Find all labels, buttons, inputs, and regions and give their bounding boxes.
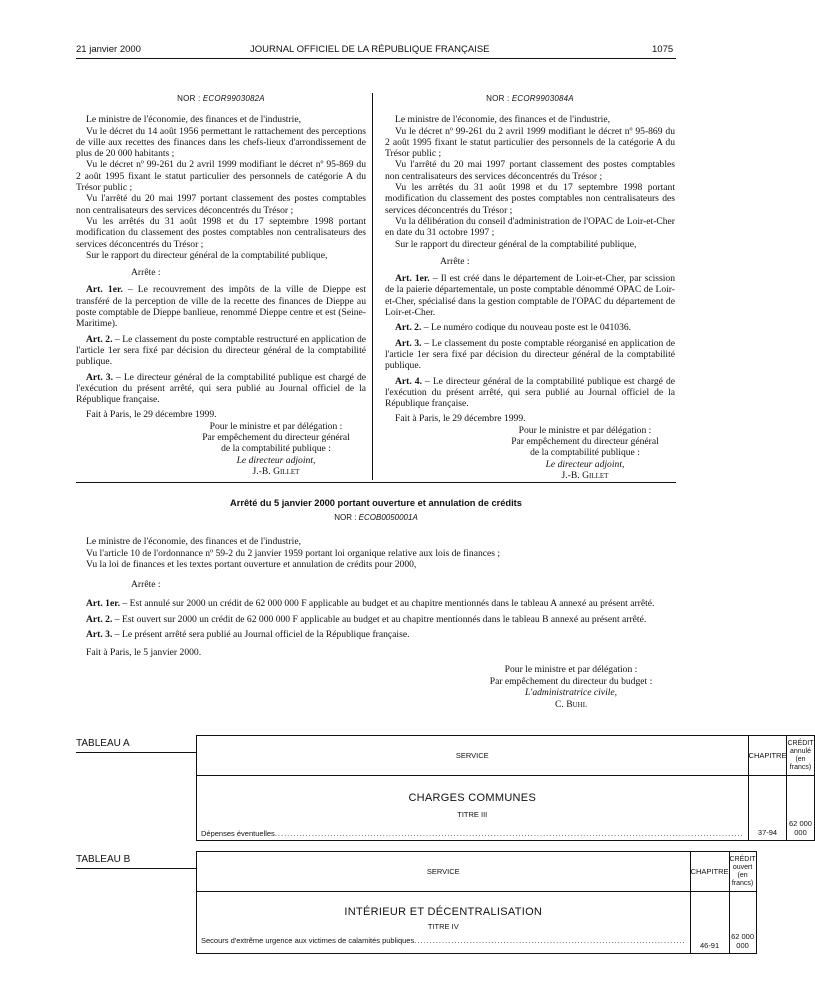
left-article	[76, 372, 366, 406]
left-para: Sur le rapport du directeur général de la comptabilité publique,	[86, 249, 328, 261]
article-label: Art. 1er.	[395, 273, 430, 285]
titre-label: TITRE IV	[427, 922, 459, 931]
section-separator	[76, 482, 676, 483]
article-text: – Est ouvert sur 2000 un crédit de 62 000 000 F applicable au budget et au chapitre mentionnés dans le tableau B annexé au présent arrêté.	[112, 613, 647, 625]
body-para: Vu l'article 10 de l'ordonnance nº 59-2 du 2 janvier 1959 portant loi organique relative aux lois de finances ;	[86, 547, 501, 559]
table-header-row	[197, 852, 757, 892]
sig-line: Par empêchement du directeur général	[202, 432, 350, 444]
right-para: Vu les arrêtés du 31 août 1998 et du 17 septembre 1998 portant modification du classement des postes comptables non centralisateurs des services déconcentrés du Trésor ;	[385, 182, 675, 216]
arrete-title: Arrêté du 5 janvier 2000 portant ouverture et annulation de crédits	[230, 498, 522, 508]
body-article	[76, 614, 676, 626]
table-row	[197, 776, 815, 841]
article-label: Art. 1er.	[86, 598, 121, 609]
article-text: – Le directeur général de la comptabilité publique est chargé de l'exécution du présent arrêté, qui sera publié au Journal officiel de la République française.	[385, 375, 675, 410]
table-row	[197, 892, 757, 954]
left-para: Vu le décret nº 99-261 du 2 avril 1999 modifiant le décret nº 95-869 du 2 août 1995 fixant le statut particulier des personnels de catégorie A du Trésor public ;	[76, 159, 366, 194]
sig-line: Pour le ministre et par délégation :	[209, 420, 343, 432]
article-label: Art. 2.	[395, 322, 422, 334]
leader-dots: ........................................................................................	[414, 936, 686, 945]
chapitre-cell: 37-94	[748, 776, 787, 841]
article-label: Art. 3.	[86, 371, 113, 383]
service-cell	[197, 776, 749, 841]
left-article	[76, 284, 366, 329]
right-article	[385, 338, 675, 372]
sig-line: Pour le ministre et par délégation :	[518, 424, 652, 436]
titre-label: TITRE III	[457, 810, 488, 819]
body-fait: Fait à Paris, le 5 janvier 2000.	[86, 646, 202, 658]
header-rule	[76, 58, 676, 59]
section-title: INTÉRIEUR ET DÉCENTRALISATION	[344, 906, 543, 918]
col-credit	[787, 736, 814, 776]
body-arrete: Arrête :	[131, 578, 161, 590]
right-arrete: Arrête :	[440, 255, 470, 267]
tableau-b-rule	[76, 868, 196, 869]
sig-line: Le directeur adjoint,	[236, 454, 316, 466]
right-para: Vu l'arrêté du 20 mai 1997 portant classement des postes comptables non centralisateurs des services déconcentrés du Trésor ;	[385, 159, 675, 182]
article-text: – Le classement du poste comptable restructuré en application de l'article 1er sera fixé par décision du directeur général de la comptabilité publique.	[76, 333, 367, 368]
col-service: SERVICE	[197, 852, 691, 892]
article-label: Art. 3.	[86, 629, 113, 640]
right-column	[385, 93, 675, 481]
col-credit	[729, 852, 756, 892]
page-number: 1075	[652, 44, 674, 55]
article-text: – Le présent arrêté sera publié au Journal officiel de la République française.	[112, 629, 410, 640]
left-nor-code: ECOR9903082A	[202, 94, 265, 103]
journal-title: JOURNAL OFFICIEL DE LA RÉPUBLIQUE FRANÇAISE	[250, 44, 490, 55]
article-text: – Le recouvrement des impôts de la ville de Dieppe est transféré de la perception de ville de la recette des finances de Dieppe au poste comptable de Dieppe banlieue, renommé Dieppe centre et est (Seine-Maritime).	[76, 284, 366, 330]
left-signature	[186, 421, 366, 477]
right-para: Le ministre de l'économie, des finances et de l'industrie,	[395, 114, 610, 126]
table-header-row	[197, 736, 815, 776]
right-signature	[495, 425, 675, 481]
body-article	[76, 629, 676, 641]
left-para: Vu le décret du 14 août 1956 permettant le rattachement des perceptions de ville aux recettes des finances dans les chefs-lieux d'arrondissement de plus de 20 000 habitants ;	[76, 125, 366, 160]
column-separator	[372, 93, 373, 480]
left-nor	[76, 93, 366, 104]
tableau-a-label: TABLEAU A	[76, 738, 130, 749]
left-para: Le ministre de l'économie, des finances et de l'industrie,	[86, 114, 301, 126]
row-label: Dépenses éventuelles	[201, 829, 275, 838]
right-nor-code: ECOR9903084A	[511, 94, 574, 103]
sig-line: Le directeur adjoint,	[545, 458, 625, 470]
article-label: Art. 4.	[395, 375, 422, 387]
credit-head: CRÉDIT	[787, 739, 814, 747]
sig-name: C. Buhl	[555, 698, 587, 710]
right-para: Sur le rapport du directeur général de la comptabilité publique,	[395, 238, 637, 250]
article-label: Art. 2.	[86, 333, 113, 345]
article-text: – Le numéro codique du nouveau poste est le 041036.	[421, 322, 632, 334]
body-signature	[466, 664, 676, 710]
credit-sub: ouvert	[732, 863, 753, 871]
page-date: 21 janvier 2000	[76, 44, 141, 55]
article-label: Art. 1er.	[86, 284, 123, 296]
row-label-wrap	[201, 936, 686, 945]
left-article	[76, 334, 366, 368]
left-para: Vu les arrêtés du 31 août 1998 et du 17 septembre 1998 portant modification du classement des postes comptables non centralisateurs des services déconcentrés du Trésor ;	[76, 215, 366, 250]
right-nor-prefix: NOR :	[486, 94, 512, 103]
col-chapitre: CHAPITRE	[690, 852, 729, 892]
sig-name: J.-B. Gillet	[561, 469, 609, 481]
sig-name: J.-B. Gillet	[252, 465, 300, 477]
row-label-wrap	[201, 829, 744, 838]
arrete-body	[76, 536, 676, 710]
right-para: Vu la délibération du conseil d'administration de l'OPAC de Loir-et-Cher en date du 31 octobre 1997 ;	[385, 215, 675, 239]
article-text: – Est annulé sur 2000 un crédit de 62 000 000 F applicable au budget et au chapitre mentionnés dans le tableau A annexé au présent arrêté.	[120, 598, 655, 609]
right-fait: Fait à Paris, le 29 décembre 1999.	[395, 413, 526, 425]
right-article	[385, 376, 675, 410]
nor-prefix: NOR :	[334, 513, 359, 522]
article-label: Art. 3.	[395, 337, 422, 349]
sig-line: de la comptabilité publique :	[530, 447, 640, 459]
tableau-b-label: TABLEAU B	[76, 854, 131, 865]
amount-cell: 62 000 000	[787, 776, 814, 841]
credit-unit: (en francs)	[731, 871, 754, 887]
sig-line: Par empêchement du directeur général	[511, 436, 659, 448]
tableau-a	[196, 735, 815, 841]
sig-line: Pour le ministre et par délégation :	[504, 664, 638, 675]
credit-sub: annulé	[789, 747, 812, 755]
right-article	[385, 322, 675, 333]
service-cell	[197, 892, 691, 954]
credit-unit: (en francs)	[789, 755, 812, 771]
amount-cell: 62 000 000	[729, 892, 756, 954]
col-service: SERVICE	[197, 736, 749, 776]
arrete-nor	[76, 513, 676, 522]
sig-line: Par empêchement du directeur du budget :	[489, 675, 653, 687]
body-para: Vu la loi de finances et les textes portant ouverture et annulation de crédits pour 2000,	[86, 559, 417, 570]
article-text: – Le directeur général de la comptabilité publique est chargé de l'exécution du présent arrêté, qui sera publié au Journal officiel de la République française.	[76, 371, 366, 406]
article-label: Art. 2.	[86, 613, 113, 625]
left-nor-prefix: NOR :	[177, 94, 203, 103]
tableau-a-rule	[76, 752, 196, 753]
left-para: Vu l'arrêté du 20 mai 1997 portant classement des postes comptables non centralisateurs des services déconcentrés du Trésor ;	[76, 193, 366, 216]
chapitre-cell: 46-91	[690, 892, 729, 954]
body-para: Le ministre de l'économie, des finances et de l'industrie,	[86, 536, 301, 547]
section-title: CHARGES COMMUNES	[408, 792, 537, 804]
sig-line: L'administratrice civile,	[524, 687, 618, 698]
right-article	[385, 273, 675, 318]
col-chapitre: CHAPITRE	[748, 736, 787, 776]
body-article	[76, 598, 676, 610]
tableau-b	[196, 851, 757, 954]
credit-head: CRÉDIT	[729, 855, 756, 863]
nor-code: ECOB0050001A	[358, 513, 418, 522]
right-nor	[385, 93, 675, 104]
row-label: Secours d'extrême urgence aux victimes de calamités publiques	[201, 936, 415, 945]
sig-line: de la comptabilité publique :	[221, 443, 331, 455]
leader-dots: ........................................................................................................................................................	[274, 829, 744, 838]
right-para: Vu le décret nº 99-261 du 2 avril 1999 modifiant le décret nº 95-869 du 2 août 1995 fixant le statut particulier des personnels de la catégorie A du Trésor public ;	[385, 125, 675, 160]
left-arrete: Arrête :	[131, 267, 161, 279]
left-fait: Fait à Paris, le 29 décembre 1999.	[86, 409, 217, 421]
article-text: – Le classement du poste comptable réorganisé en application de l'article 1er sera fixé par décision du directeur général de la comptabilité publique.	[385, 337, 676, 372]
article-text: – Il est créé dans le département de Loir-et-Cher, par scission de la paierie départementale, un poste comptable dénommé OPAC de Loir-et-Cher, spécialisé dans la gestion comptable de l'OPAC du département de Loir-et-Cher.	[385, 273, 676, 319]
left-column	[76, 93, 366, 477]
